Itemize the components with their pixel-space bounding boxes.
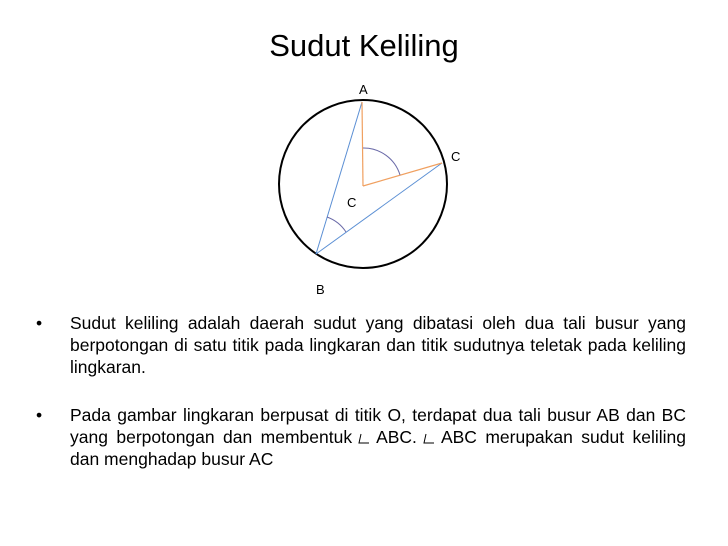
inscribed-angle-arc (327, 217, 346, 232)
bullet-text-part1: Pada gambar lingkaran berpusat di titik O, terdapat dua tali busur AB dan BC yang berpotongan dan membentuk (70, 405, 686, 447)
bullet-item-definition (36, 312, 686, 378)
bullet-text (70, 404, 686, 470)
chord-bc (316, 163, 442, 254)
angle-icon (358, 433, 370, 444)
slide-title: Sudut Keliling (269, 28, 459, 63)
bullet-text-part2: ABC. (376, 427, 417, 447)
radius-oc (363, 163, 442, 186)
radius-oa (362, 102, 363, 186)
label-c-outer: C (451, 149, 461, 164)
label-c-inner: C (347, 195, 357, 210)
bullet-dot: • (36, 313, 43, 333)
bullet-dot: • (36, 405, 43, 425)
angle-icon (423, 433, 435, 444)
chord-ab (316, 102, 362, 254)
label-a: A (359, 82, 368, 97)
bullet-text-part3: ABC merupakan sudut keliling dan menghadap busur AC (70, 427, 686, 469)
central-angle-arc (363, 148, 400, 175)
bullet-list (36, 312, 686, 470)
label-b: B (316, 282, 325, 297)
bullet-text: Sudut keliling adalah daerah sudut yang dibatasi oleh dua tali busur yang berpotongan di satu titik pada lingkaran dan titik sudutnya teletak pada keliling lingkaran. (70, 313, 686, 377)
bullet-item-example (36, 404, 686, 470)
